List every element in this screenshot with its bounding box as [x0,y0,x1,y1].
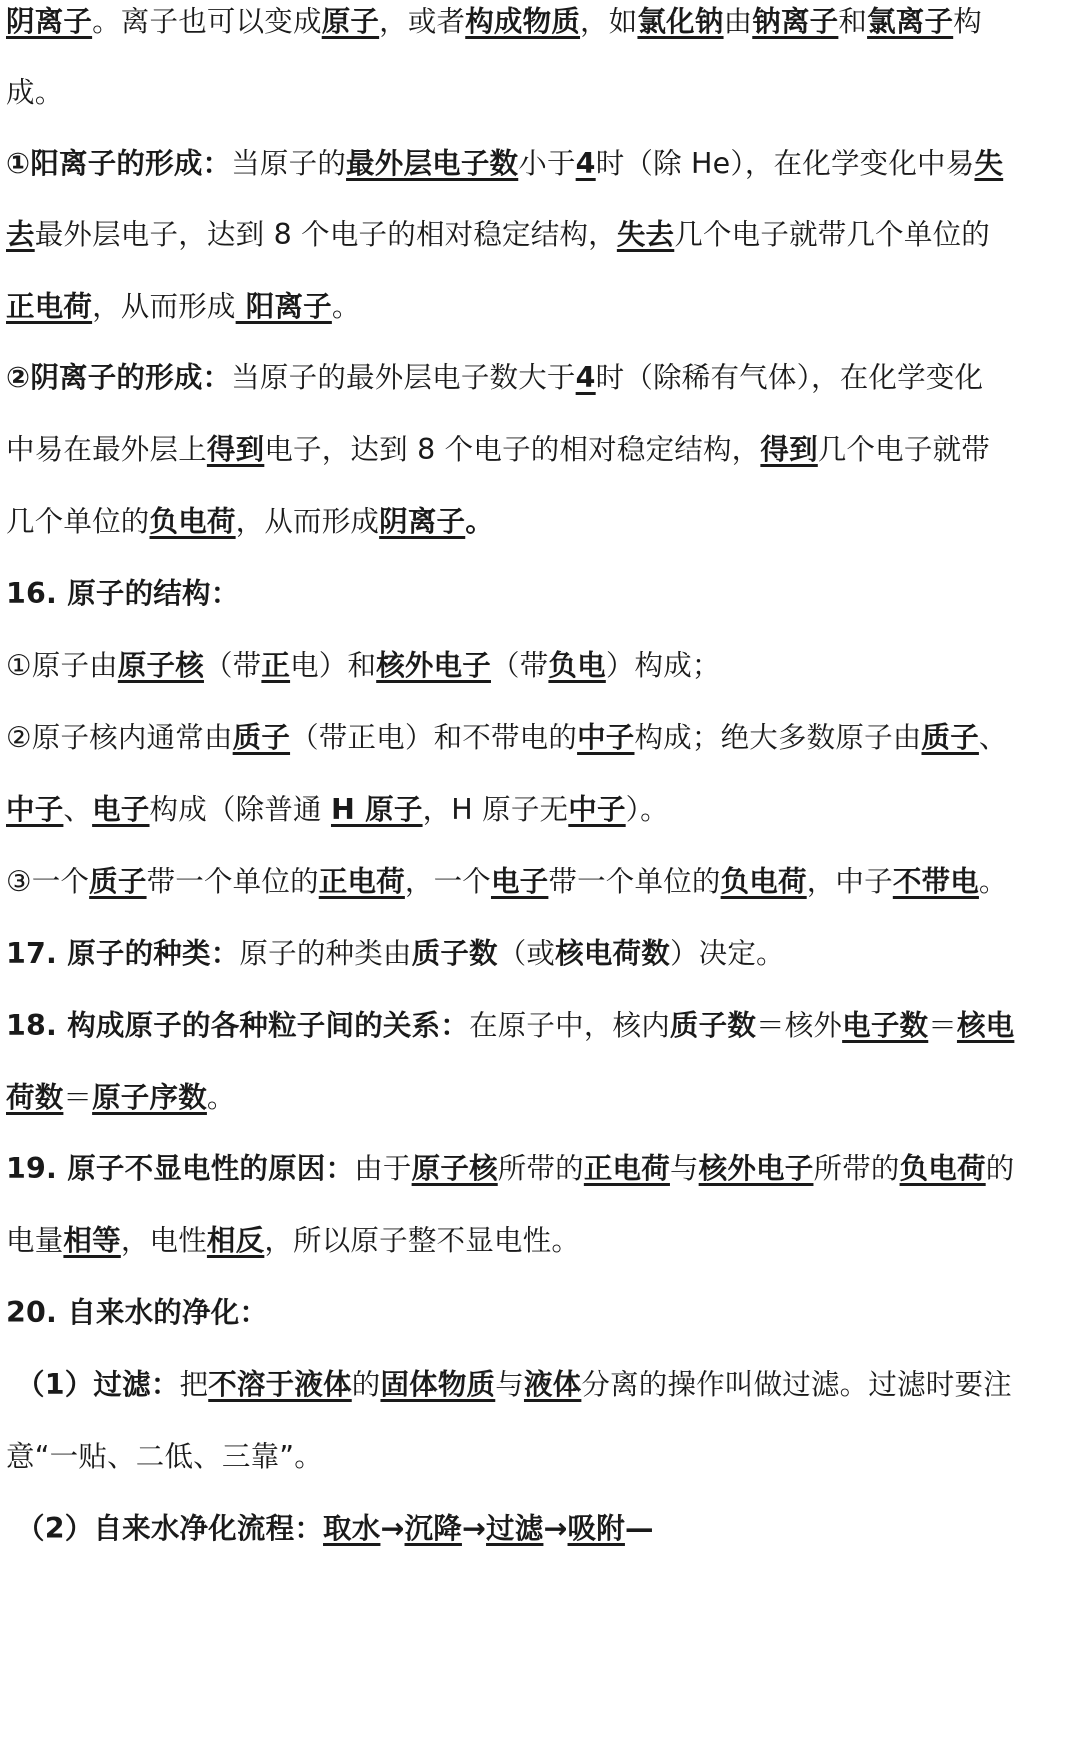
underlined-keyword: 正 [261,649,291,682]
text-line [6,646,1076,686]
underlined-keyword: 阴离子 [379,505,466,538]
text-segment: ，从而形成 [235,505,380,538]
text-segment: 所带的 [813,1152,900,1185]
underlined-keyword: 荷数 [6,1081,64,1114]
text-segment: 构成；绝大多数原子由 [634,721,922,754]
text-segment: ＝ [63,1081,93,1114]
text-segment: 意“一贴、二低、三靠”。 [6,1440,323,1473]
text-segment: 在原子中，核内 [469,1009,670,1042]
text-segment: 由于 [354,1152,412,1185]
text-segment: 电子，达到 8 个电子的相对稳定结构， [264,433,761,466]
text-line [6,862,1076,902]
underlined-keyword: 构成物质 [465,5,581,38]
text-line [6,574,1076,614]
underlined-keyword: 固体物质 [380,1368,496,1401]
text-line [6,1149,1076,1189]
text-line [6,790,1076,830]
underlined-keyword: 中子 [6,793,64,826]
underlined-keyword: 电子 [92,793,150,826]
text-segment: 分离的操作叫做过滤。过滤时要注 [581,1368,1012,1401]
underlined-keyword: 原子 [321,5,380,38]
text-segment: 当原子的 [231,147,347,180]
underlined-keyword: 正电荷 [318,865,405,898]
text-line [6,718,1076,758]
underlined-keyword: 得到 [760,433,818,466]
text-segment: 时（除 He），在化学变化中易 [595,147,975,180]
underlined-keyword: 原子序数 [92,1081,207,1114]
text-segment: 、 [63,793,93,826]
text-segment: 最外层电子，达到 8 个电子的相对稳定结构， [34,218,617,251]
text-segment: 带一个单位的 [548,865,721,898]
text-segment: ，从而形成 [92,290,236,323]
underlined-keyword: H 原子 [330,793,423,826]
text-line [6,2,1076,42]
bold-text: 质子数 [669,1009,757,1042]
text-segment: （或 [497,937,556,970]
bold-text: ②阴离子的形成： [6,361,232,394]
bold-text: 19. 原子不显电性的原因： [6,1152,355,1185]
text-segment: 的 [985,1152,1015,1185]
text-line [6,1221,1076,1261]
text-segment: ，H 原子无 [422,793,569,826]
underlined-keyword: 阳离子 [235,290,332,323]
underlined-keyword: 正电荷 [583,1152,670,1185]
underlined-keyword: 氯化钠 [637,5,724,38]
underlined-keyword: 得到 [206,433,265,466]
text-segment: ＝核外 [756,1009,843,1042]
text-segment: ，电性 [120,1224,207,1257]
underlined-keyword: 沉降 [404,1512,462,1545]
text-line [16,1365,1080,1405]
text-line [6,502,1076,542]
underlined-keyword: 负电 [548,649,606,682]
underlined-keyword: 去 [6,218,35,251]
text-line [6,1078,1076,1118]
text-segment: ）决定。 [669,937,785,970]
text-segment: ）构成； [605,649,721,682]
text-segment: ）。 [625,793,669,826]
underlined-keyword: 原子核 [117,649,204,682]
text-segment: 时（除稀有气体），在化学变化 [595,361,984,394]
underlined-keyword: 相反 [206,1224,265,1257]
underlined-keyword: 负电荷 [899,1152,986,1185]
text-line [6,1006,1076,1046]
text-segment: 几个单位的 [6,505,150,538]
bold-text: 。 [465,505,494,538]
underlined-keyword: 质子 [89,865,147,898]
text-segment: 几个电子就带几个单位的 [674,218,990,251]
text-segment: ，中子 [806,865,893,898]
text-segment: 成。 [6,76,64,109]
underlined-keyword: 中子 [577,721,635,754]
underlined-keyword: 核外电子 [376,649,491,682]
underlined-keyword: 失 [974,147,1004,180]
text-segment: 由 [723,5,753,38]
text-segment: ，所以原子整不显电性。 [264,1224,581,1257]
text-segment: 几个电子就带 [817,433,990,466]
text-segment: ，如 [580,5,638,38]
text-line [6,73,1076,113]
underlined-keyword: 最外层电子数 [346,147,519,180]
text-line [6,144,1076,184]
bold-text: — [624,1512,654,1545]
underlined-keyword: 正电荷 [6,290,93,323]
underlined-keyword: 核电 [956,1009,1015,1042]
underlined-keyword: 相等 [63,1224,121,1257]
bottom-fade-overlay [640,1680,780,1730]
text-line [6,1437,1076,1477]
underlined-keyword: 阴离子 [6,5,93,38]
text-segment: ，或者 [379,5,466,38]
underlined-keyword: 钠离子 [752,5,839,38]
text-segment: ＝ [928,1009,957,1042]
bold-text: 16. 原子的结构： [6,577,240,610]
text-segment: 电量 [6,1224,64,1257]
text-segment: ③一个 [6,865,90,898]
text-segment: ①原子由 [6,649,118,682]
underlined-keyword: 吸附 [567,1512,625,1545]
text-line [6,215,1076,255]
underlined-keyword: 过滤 [486,1512,544,1545]
bold-text: 20. 自来水的净化： [6,1296,269,1329]
text-segment: 与 [495,1368,524,1401]
text-segment: 当原子的最外层电子数大于 [231,361,576,394]
text-line [6,287,1076,327]
text-segment: 把 [179,1368,209,1401]
text-segment: 中易在最外层上 [6,433,207,466]
text-segment: 小于 [518,147,576,180]
text-line [6,934,1076,974]
text-segment: 。 [206,1081,236,1114]
bold-text: （2）自来水净化流程： [16,1512,324,1545]
text-segment: 构 [953,5,982,38]
underlined-keyword: 4 [575,147,596,180]
underlined-keyword: 质子 [921,721,979,754]
underlined-keyword: 负电荷 [149,505,236,538]
text-segment: 。 [331,290,361,323]
text-segment: ②原子核内通常由 [6,721,233,754]
underlined-keyword: 核外电子 [698,1152,814,1185]
bold-text: 18. 构成原子的各种粒子间的关系： [6,1009,470,1042]
underlined-keyword: 质子 [232,721,291,754]
underlined-keyword: 4 [575,361,596,394]
underlined-keyword: 负电荷 [720,865,807,898]
text-line [6,358,1076,398]
underlined-keyword: 取水 [323,1512,381,1545]
text-segment: 。离子也可以变成 [92,5,322,38]
bold-text: 核电荷数 [555,937,670,970]
text-segment: （带 [203,649,262,682]
text-line [16,1509,1080,1549]
text-segment: 的 [351,1368,381,1401]
text-segment: 电）和 [290,649,377,682]
bold-text: ①阳离子的形成： [6,147,232,180]
underlined-keyword: 液体 [523,1368,582,1401]
text-line [6,1293,1076,1333]
bold-text: → [380,1512,405,1545]
underlined-keyword: 不溶于液体 [208,1368,352,1401]
underlined-keyword: 氯离子 [867,5,954,38]
bold-text: 质子数 [411,937,498,970]
text-segment: 与 [669,1152,699,1185]
text-segment: （带 [491,649,549,682]
text-segment: 构成（除普通 [149,793,331,826]
text-segment: 原子的种类由 [239,937,412,970]
underlined-keyword: 失去 [616,218,675,251]
text-segment: 带一个单位的 [146,865,319,898]
text-segment: 所带的 [497,1152,584,1185]
underlined-keyword: 中子 [568,793,626,826]
text-segment: （带正电）和不带电的 [290,721,578,754]
bold-text: → [543,1512,568,1545]
bold-text: （1）过滤： [16,1368,180,1401]
bold-text: → [461,1512,487,1545]
underlined-keyword: 原子核 [411,1152,498,1185]
underlined-keyword: 电子数 [842,1009,929,1042]
text-segment: 、 [978,721,1008,754]
text-line [6,430,1076,470]
text-segment: 。 [978,865,1008,898]
underlined-keyword: 不带电 [892,865,979,898]
underlined-keyword: 电子 [490,865,549,898]
text-segment: 和 [838,5,868,38]
bold-text: 17. 原子的种类： [6,937,240,970]
text-segment: ，一个 [404,865,491,898]
